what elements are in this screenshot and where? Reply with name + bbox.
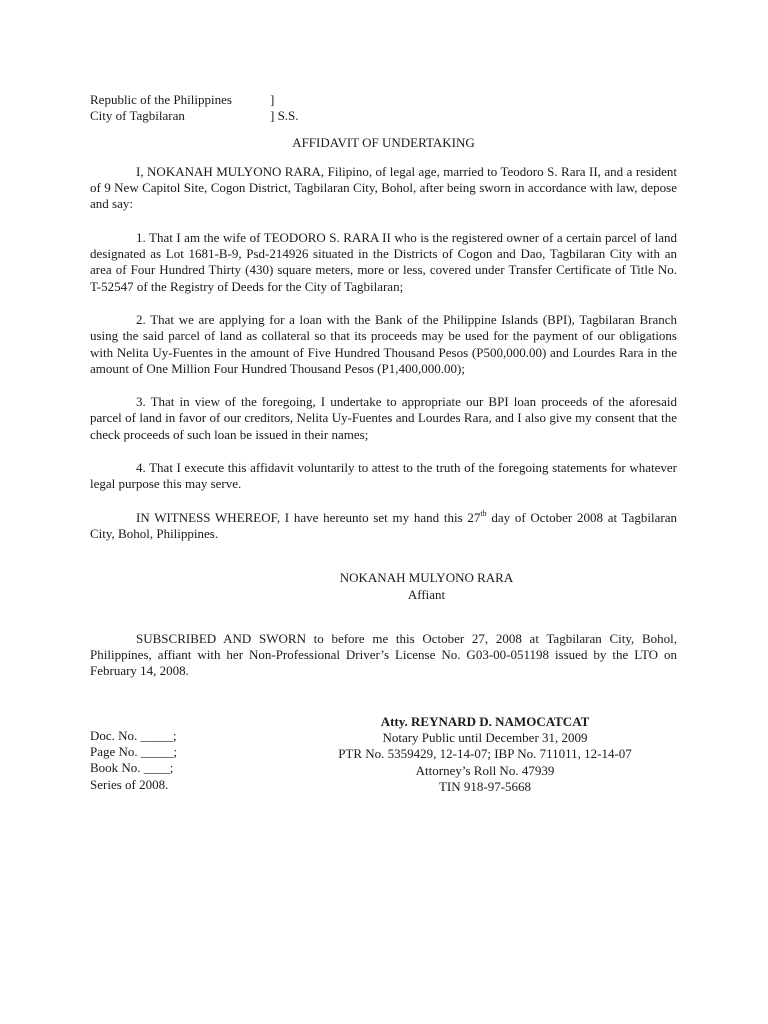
intro-paragraph: I, NOKANAH MULYONO RARA, Filipino, of legal age, married to Teodoro S. Rara II, and a resident of 9 New Capitol Site, Cogon District, Tagbilaran City, Bohol, after being sworn in accordance with law, depose and say: xyxy=(90,163,677,212)
notary-block xyxy=(310,714,660,795)
witness-ordinal: th xyxy=(480,508,487,518)
jurat-paragraph: SUBSCRIBED AND SWORN to before me this October 27, 2008 at Tagbilaran City, Bohol, Philippines, affiant with her Non-Professional Driver’s License No. G03-00-051198 issued by the LTO on February 14, 2008. xyxy=(90,630,677,679)
venue-bracket: ] xyxy=(270,92,275,107)
venue-block xyxy=(90,92,677,125)
affiant-name: NOKANAH MULYONO RARA xyxy=(339,570,514,586)
paragraph-3: 3. That in view of the foregoing, I undertake to appropriate our BPI loan proceeds of the aforesaid parcel of land in favor of our creditors, Nelita Uy-Fuentes and Lourdes Rara, and I also give my consent that the check proceeds of such loan be issued in their names; xyxy=(90,394,677,442)
paragraph-1: 1. That I am the wife of TEODORO S. RARA II who is the registered owner of a certain parcel of land designated as Lot 1681-B-9, Psd-214926 situated in the Districts of Cogon and Dao, Tagbilaran City with an area of Four Hundred Thirty (430) square meters, more or less, covered under Transfer Certificate of Title No. T-52547 of the Registry of Deeds for the City of Tagbilaran; xyxy=(90,229,677,294)
witness-text-end: day of October 2008 at Tagbilaran City, Bohol, Philippines. xyxy=(90,509,677,541)
notary-ptr-ibp: PTR No. 5359429, 12-14-07; IBP No. 711011, 12-14-07 xyxy=(338,746,632,762)
affiant-block xyxy=(176,570,677,603)
book-number: Book No. ____; xyxy=(90,760,174,776)
venue-ss: ] S.S. xyxy=(270,108,299,124)
page-number: Page No. _____; xyxy=(90,744,178,760)
notary-section xyxy=(90,714,677,794)
document-references xyxy=(90,728,177,793)
affiant-label: Affiant xyxy=(407,586,446,602)
notary-name: Atty. REYNARD D. NAMOCATCAT xyxy=(380,713,590,729)
witness-text-start: IN WITNESS WHEREOF, I have hereunto set my hand this 27 xyxy=(136,509,481,525)
witness-paragraph xyxy=(90,510,677,543)
document-title: AFFIDAVIT OF UNDERTAKING xyxy=(292,134,475,150)
doc-number: Doc. No. _____; xyxy=(90,727,177,743)
series-year: Series of 2008. xyxy=(90,776,169,792)
notary-commission: Notary Public until December 31, 2009 xyxy=(382,730,588,746)
notary-tin: TIN 918-97-5668 xyxy=(438,778,532,794)
paragraph-4: 4. That I execute this affidavit voluntarily to attest to the truth of the foregoing statements for whatever legal purpose this may serve. xyxy=(90,460,677,492)
venue-country: Republic of the Philippines xyxy=(90,92,232,107)
paragraph-2: 2. That we are applying for a loan with the Bank of the Philippine Islands (BPI), Tagbilaran Branch using the said parcel of land as collateral so that its proceeds may be used for the payment of our obligations with Nelita Uy-Fuentes in the amount of Five Hundred Thousand Pesos (P500,000.00) and Lourdes Rara in the amount of One Million Four Hundred Thousand Pesos (P1,400,000.00); xyxy=(90,311,677,376)
venue-city: City of Tagbilaran xyxy=(90,108,185,124)
notary-roll-number: Attorney’s Roll No. 47939 xyxy=(415,762,555,778)
affidavit-page xyxy=(90,92,677,794)
